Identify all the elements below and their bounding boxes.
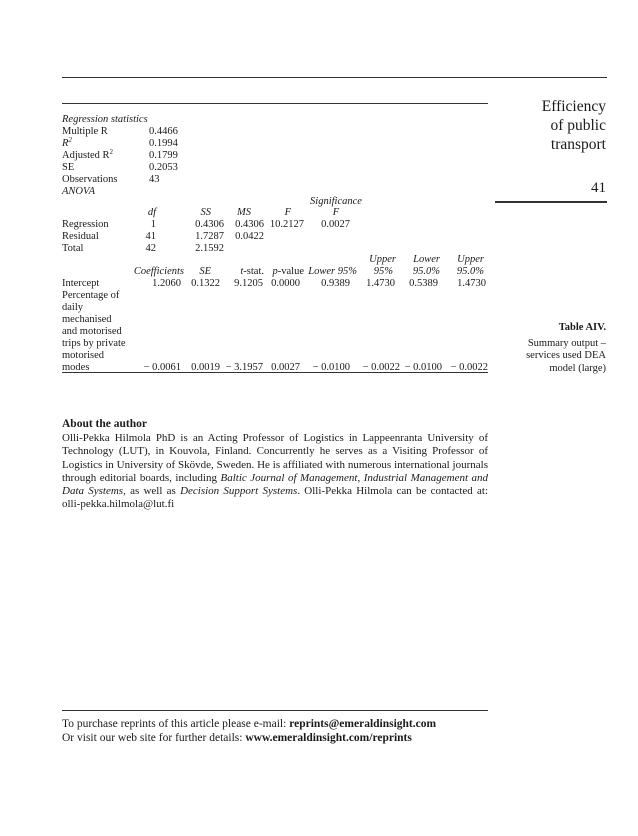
table-caption-line: Summary output – [527,337,606,349]
anova-cell: 0.4306 [235,219,264,230]
coef-coefficients-header: Coefficients [133,266,184,277]
coef-variable-label: daily [62,302,83,313]
about-heading: About the author [62,418,147,430]
anova-cell: 41 [145,231,156,242]
table-caption-line: model (large) [549,362,606,374]
anova-cell: 1.7287 [195,231,224,242]
anova-heading: ANOVA [62,186,96,197]
stat-label: Adjusted $R^2$ [62,148,114,161]
about-paragraph: Olli-Pekka Hilmola PhD is an Acting Professor of Logistics in Lappeenranta University of Technology (LUT), in Kouvola, Finland. Concurrently he serves as a Visiting Professor of Logistics in University of Skövde, Sweden. He is affiliated with numerous international journals through editorial boards, including Baltic Journal of Management, Industrial Management and Data Systems, as well as Decision Support Systems. Olli-Pekka Hilmola can be contacted at: olli-pekka.hilmola@lut.fi [62,432,489,511]
top-rule [62,77,607,78]
journal-name: Baltic Journal of Management [220,471,358,484]
anova-df-header: df [147,207,156,218]
stat-value: 0.1994 [149,138,178,149]
coef-cell: 1.4730 [457,278,486,289]
table-caption [496,322,606,375]
coef-cell: − 0.0061 [143,362,181,373]
coef-cell: 1.4730 [366,278,395,289]
coef-p-header: p-value [272,266,304,277]
page-number-rule [495,201,607,203]
reprints-email-link[interactable]: reprints@emeraldinsight.com [289,718,437,730]
coef-variable-label: Percentage of [62,290,120,301]
coef-t-header: t-stat. [240,266,264,277]
running-head-line2: of public [550,117,606,134]
coef-variable-label: mechanised [62,314,112,325]
coef-variable-label: motorised [62,350,104,361]
coef-cell: − 3.1957 [225,362,263,373]
coef-cell: − 0.0022 [450,362,488,373]
anova-ms-header: MS [237,207,251,218]
anova-cell: 0.0027 [321,219,350,230]
coef-cell: − 0.0100 [404,362,442,373]
coef-upper2-header: Upper [457,254,484,265]
coef-lower-header: Lower 95% [308,266,357,277]
stat-label: SE [62,162,75,173]
anova-cell: 0.0422 [235,231,264,242]
stat-value: 43 [149,174,160,185]
coef-upper-header: 95% [373,266,393,277]
anova-row-label: Residual [62,231,99,242]
coef-cell: 0.5389 [409,278,438,289]
coef-cell: − 0.0100 [312,362,350,373]
anova-sig-header: F [332,207,340,218]
running-head [476,97,606,154]
reprints-website-link[interactable]: www.emeraldinsight.com/reprints [245,732,412,744]
journal-name: Decision Support Systems [180,485,298,498]
stat-value: 0.4466 [149,126,178,137]
coef-upper2-header: 95.0% [456,266,484,277]
anova-cell: 2.1592 [195,243,224,254]
stat-label: $R^2$ [62,136,72,149]
anova-row-label: Total [62,243,84,254]
stat-label: Observations [62,174,118,185]
coef-cell: 9.1205 [234,278,263,289]
footer-rule [62,710,488,711]
coef-cell: 0.0019 [191,362,220,373]
coef-cell: 0.0027 [271,362,300,373]
anova-cell: 1 [150,219,156,230]
coef-lower2-header: 95.0% [412,266,440,277]
stat-label: Multiple R [62,126,108,137]
footer-reprints-line: To purchase reprints of this article please e-mail: reprints@emeraldinsight.com [62,718,437,730]
coef-variable-label: trips by private [62,338,126,349]
coef-row-label: Intercept [62,278,100,289]
anova-sig-header: Significance [310,196,362,207]
coef-cell: 0.0000 [271,278,300,289]
journal-name: Industrial Management and Data Systems [62,471,489,498]
page-number: 41 [591,180,606,196]
anova-cell: 42 [145,243,156,254]
coef-upper-header: Upper [369,254,396,265]
regression-stats-heading: Regression statistics [62,114,148,125]
table-caption-label: Table AIV. [558,322,606,333]
coef-cell: 1.2060 [152,278,181,289]
coef-cell: − 0.0022 [362,362,400,373]
anova-cell: 10.2127 [269,219,304,230]
stat-value: 0.1799 [149,150,178,161]
anova-cell: 0.4306 [195,219,224,230]
table-top-rule [62,103,488,104]
stat-value: 0.2053 [149,162,178,173]
anova-row-label: Regression [62,219,109,230]
footer-website-line: Or visit our web site for further details: www.emeraldinsight.com/reprints [62,732,412,744]
coef-lower2-header: Lower [413,254,440,265]
running-head-line1: Efficiency [541,98,606,115]
coef-variable-label: modes [62,362,90,373]
running-head-line3: transport [550,136,606,153]
coef-cell: 0.9389 [321,278,350,289]
table-caption-line: services used DEA [526,350,606,361]
coef-variable-label: and motorised [62,326,122,337]
coef-se-header: SE [199,266,211,277]
coef-cell: 0.1322 [191,278,220,289]
anova-f-header: F [284,207,291,218]
anova-ss-header: SS [200,207,211,218]
